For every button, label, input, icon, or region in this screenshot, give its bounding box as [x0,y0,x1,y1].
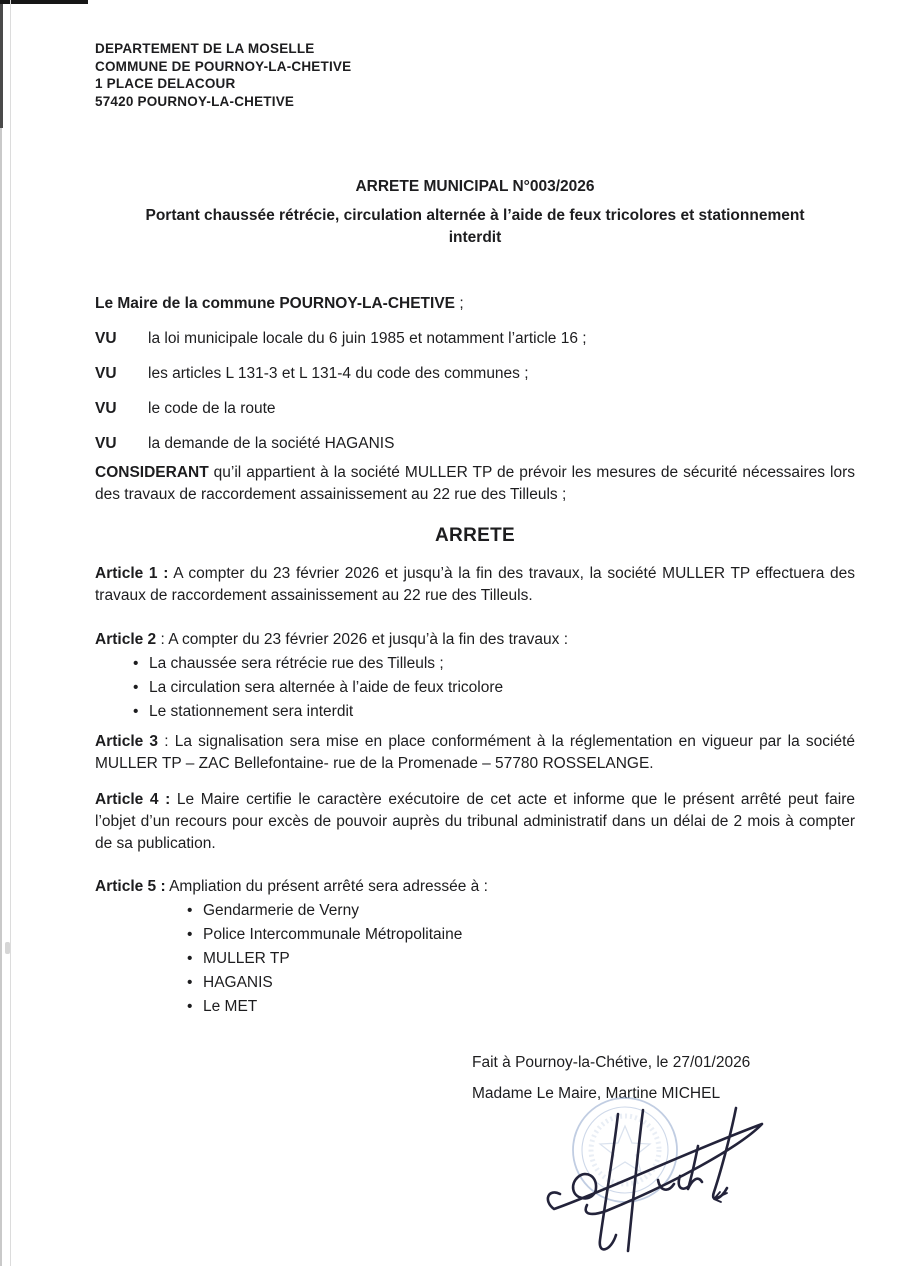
scan-smudge-artifact [5,942,10,954]
article-4-sep [170,791,177,808]
article-4 [95,789,855,855]
article-1-text: A compter du 23 février 2026 et jusqu’à la fin des travaux, la société MULLER TP effectuera des travaux de raccordement assainissement au 22 rue des Tilleuls. [95,565,856,604]
vu-text: les articles L 131-3 et L 131-4 du code des communes ; [148,365,529,382]
opening-suffix: ; [455,295,464,312]
article-4-label: Article 4 : [95,791,171,808]
article-2 [95,629,855,651]
signature-stamp-graphic [540,1088,780,1266]
bullet-item: • La chaussée sera rétrécie rue des Tilleuls ; [95,653,855,675]
vu-item [95,328,855,350]
sender-line-commune: COMMUNE DE POURNOY-LA-CHETIVE [95,58,352,74]
scan-edge-artifact [0,0,2,1266]
closing-signatory: Madame Le Maire, Martine MICHEL [472,1085,721,1102]
article-5-text: Ampliation du présent arrêté sera adressée à : [169,878,488,895]
closing-place-date: Fait à Pournoy-la-Chétive, le 27/01/2026 [472,1054,751,1071]
article-5-label: Article 5 : [95,878,166,895]
article-3-sep: : [158,733,175,750]
article-3-text: La signalisation sera mise en place conformément à la réglementation en vigueur par la société MULLER TP – ZAC Bellefontaine- rue de la Promenade – 57780 ROSSELANGE. [95,733,856,772]
signature-and-stamp-area [540,1088,780,1266]
vu-label: VU [95,365,117,382]
sender-line-street: 1 PLACE DELACOUR [95,76,236,91]
vu-label: VU [95,435,117,452]
article-2-label: Article 2 [95,631,157,648]
article-2-sep: : [156,631,169,648]
vu-item [95,398,855,420]
article-1 [95,563,855,607]
vu-text: la demande de la société HAGANIS [148,435,395,452]
scan-edge-artifact [0,0,3,128]
sender-address-block [95,40,855,110]
vu-label: VU [95,330,117,347]
article-1-label: Article 1 : [95,565,169,582]
scan-corner-artifact [0,0,88,4]
article-3-label: Article 3 [95,733,159,750]
sender-line-department: DEPARTEMENT DE LA MOSELLE [95,41,315,56]
sender-line-postcode: 57420 POURNOY-LA-CHETIVE [95,93,295,109]
vu-label: VU [95,400,117,417]
considerant-text: qu’il appartient à la société MULLER TP de prévoir les mesures de sécurité nécessaires lors des travaux de raccordement assainissement au 22 rue des Tilleuls ; [95,464,855,503]
bullet-item: • HAGANIS [95,972,855,994]
document-title: ARRETE MUNICIPAL N°003/2026 [355,178,595,195]
handwritten-signature [548,1108,762,1251]
scan-page-edge-line [10,0,11,1266]
article-5 [95,876,855,898]
vu-text: le code de la route [148,400,276,417]
bullet-item: • La circulation sera alternée à l’aide de feux tricolore [95,677,855,699]
article-2-text: A compter du 23 février 2026 et jusqu’à la fin des travaux : [168,631,569,648]
document-subtitle: Portant chaussée rétrécie, circulation alternée à l’aide de feux tricolores et stationnement interdit [145,207,805,246]
article-2-bullet-list [95,653,855,723]
opening-mayor: Le Maire de la commune POURNOY-LA-CHETIVE [95,295,456,312]
article-4-text: Le Maire certifie le caractère exécutoire de cet acte et informe que le présent arrêté peut faire l’objet d’un recours pour excès de pouvoir auprès du tribunal administratif dans un délai de 2 mois à compter de sa publication. [95,791,855,852]
decree-heading: ARRETE [435,525,515,546]
considerant-label: CONSIDERANT [95,464,209,481]
bullet-item: • Le stationnement sera interdit [95,701,855,723]
bullet-item: • Le MET [95,996,855,1018]
vu-item [95,433,855,455]
vu-item [95,363,855,385]
bullet-item: • Gendarmerie de Verny [95,900,855,922]
bullet-item: • Police Intercommunale Métropolitaine [95,924,855,946]
document-content [95,40,855,1105]
bullet-item: • MULLER TP [95,948,855,970]
opening-line [95,293,855,315]
article-5-bullet-list [95,900,855,1018]
article-3 [95,731,855,775]
considerant-paragraph [95,462,855,506]
vu-text: la loi municipale locale du 6 juin 1985 et notamment l’article 16 ; [148,330,587,347]
